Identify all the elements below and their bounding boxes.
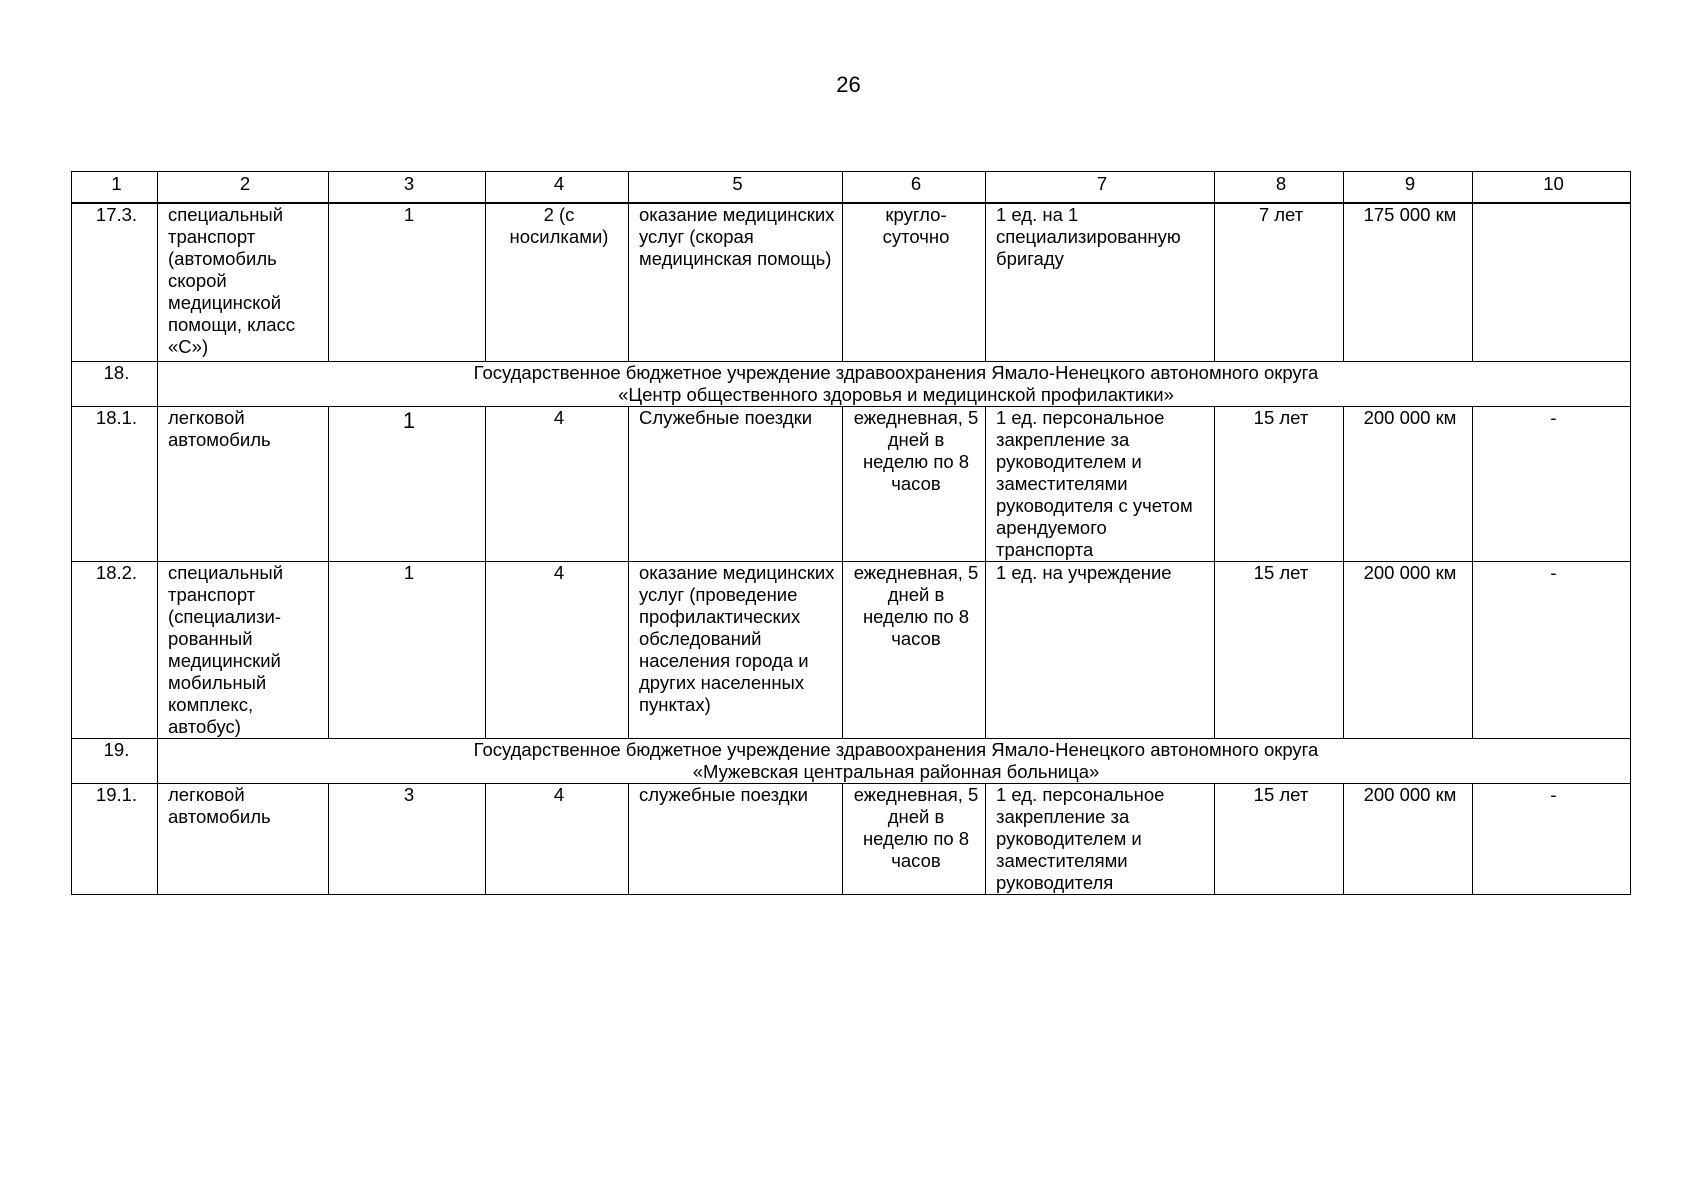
service-term: 15 лет [1215, 406, 1344, 561]
organization-line-2: «Мужевская центральная районная больница» [692, 760, 1100, 782]
allocation-norm: 1 ед. на 1 специализированную бригаду [986, 203, 1215, 361]
header-cell-1: 1 [72, 172, 158, 204]
vehicle-quantity [329, 406, 486, 561]
header-row [72, 172, 1631, 204]
operating-mode: ежедневная, 5 дней в неделю по 8 часов [843, 561, 986, 738]
header-cell-6: 6 [843, 172, 986, 204]
note: - [1473, 783, 1631, 894]
transport-norms-table [71, 171, 1631, 895]
vehicle-quantity-value: 1 [402, 407, 416, 433]
table-row [72, 561, 1631, 738]
vehicle-quantity: 3 [329, 783, 486, 894]
note: - [1473, 406, 1631, 561]
organization-name [158, 738, 1631, 783]
allocation-norm: 1 ед. персональное закрепление за руководителем и заместителями руководителя [986, 783, 1215, 894]
organization-line-1: Государственное бюджетное учреждение здравоохранения Ямало-Ненецкого автономного округа [473, 361, 1319, 383]
vehicle-type: легковой автомобиль [158, 406, 329, 561]
organization-name [158, 361, 1631, 406]
mileage: 200 000 км [1344, 561, 1473, 738]
row-number: 17.3. [72, 203, 158, 361]
vehicle-quantity: 1 [329, 203, 486, 361]
header-cell-3: 3 [329, 172, 486, 204]
operating-mode: ежедневная, 5 дней в неделю по 8 часов [843, 783, 986, 894]
allocation-norm: 1 ед. на учреждение [986, 561, 1215, 738]
seat-count: 4 [486, 561, 629, 738]
page-number: 26 [836, 72, 861, 97]
service-term: 15 лет [1215, 561, 1344, 738]
seat-count: 4 [486, 783, 629, 894]
table-row [72, 783, 1631, 894]
row-number: 18.1. [72, 406, 158, 561]
operating-mode: ежедневная, 5 дней в неделю по 8 часов [843, 406, 986, 561]
row-number: 19. [72, 738, 158, 783]
vehicle-type: специальный транспорт (автомобиль скорой медицинской помощи, класс «С») [158, 203, 329, 361]
organization-row [72, 738, 1631, 783]
organization-row [72, 361, 1631, 406]
mileage: 200 000 км [1344, 783, 1473, 894]
mileage: 200 000 км [1344, 406, 1473, 561]
service-term: 15 лет [1215, 783, 1344, 894]
service-term: 7 лет [1215, 203, 1344, 361]
header-cell-7: 7 [986, 172, 1215, 204]
row-number: 19.1. [72, 783, 158, 894]
seat-count: 4 [486, 406, 629, 561]
header-cell-5: 5 [629, 172, 843, 204]
allocation-norm: 1 ед. персональное закрепление за руководителем и заместителями руководителя с учетом арендуемого транспорта [986, 406, 1215, 561]
vehicle-purpose: служебные поездки [629, 783, 843, 894]
vehicle-type: легковой автомобиль [158, 783, 329, 894]
mileage: 175 000 км [1344, 203, 1473, 361]
header-cell-4: 4 [486, 172, 629, 204]
table-row [72, 406, 1631, 561]
note: - [1473, 561, 1631, 738]
row-number: 18.2. [72, 561, 158, 738]
header-cell-2: 2 [158, 172, 329, 204]
organization-line-2: «Центр общественного здоровья и медицинской профилактики» [618, 383, 1174, 405]
header-cell-9: 9 [1344, 172, 1473, 204]
seat-count: 2 (с носилками) [486, 203, 629, 361]
table-row [72, 203, 1631, 361]
operating-mode: кругло-суточно [843, 203, 986, 361]
row-number: 18. [72, 361, 158, 406]
header-cell-10: 10 [1473, 172, 1631, 204]
vehicle-purpose: оказание медицинских услуг (скорая медицинская помощь) [629, 203, 843, 361]
vehicle-purpose: Служебные поездки [629, 406, 843, 561]
vehicle-type: специальный транспорт (специализи-рованный медицинский мобильный комплекс, автобус) [158, 561, 329, 738]
note [1473, 203, 1631, 361]
vehicle-purpose: оказание медицинских услуг (проведение профилактических обследований населения города и других населенных пунктах) [629, 561, 843, 738]
header-cell-8: 8 [1215, 172, 1344, 204]
vehicle-quantity: 1 [329, 561, 486, 738]
organization-line-1: Государственное бюджетное учреждение здравоохранения Ямало-Ненецкого автономного округа [473, 738, 1319, 760]
